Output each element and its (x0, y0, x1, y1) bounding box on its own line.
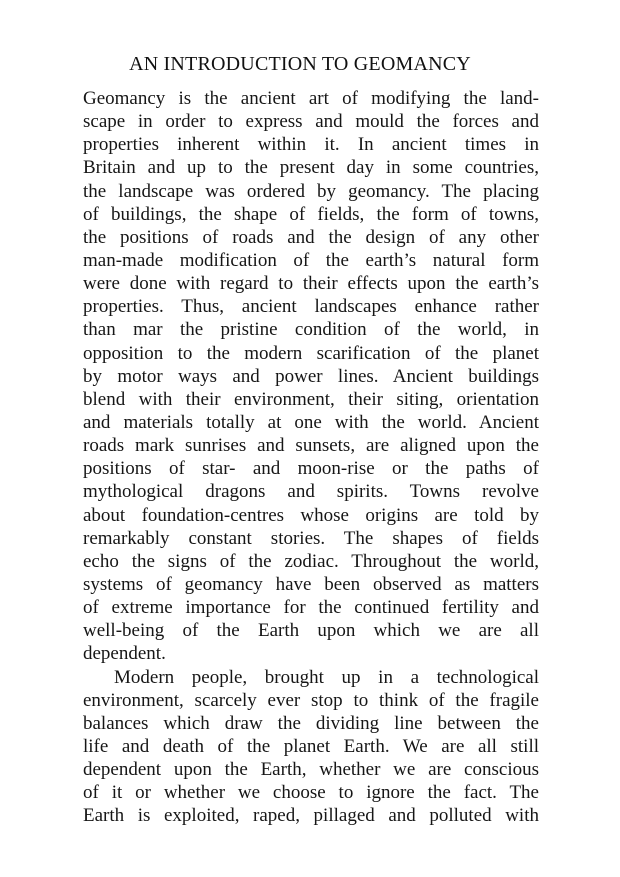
text-line: Britain and up to the present day in some countries, (83, 157, 539, 179)
text-line: mythological dragons and spirits. Towns revolve (83, 481, 539, 503)
text-line: man-made modification of the earth’s natural form (83, 249, 539, 271)
text-line: by motor ways and power lines. Ancient buildings (83, 365, 539, 387)
text-line: roads mark sunrises and sunsets, are aligned upon the (83, 435, 539, 457)
page-title: AN INTRODUCTION TO GEOMANCY (129, 53, 471, 75)
text-line: Earth is exploited, raped, pillaged and polluted with (83, 805, 539, 827)
text-line: systems of geomancy have been observed as matters (83, 573, 539, 595)
text-line: Modern people, brought up in a technological (114, 666, 539, 688)
text-line: the positions of roads and the design of any other (83, 226, 539, 248)
text-line: of it or whether we choose to ignore the fact. The (83, 782, 539, 804)
text-line: of buildings, the shape of fields, the form of towns, (83, 203, 539, 225)
text-line: environment, scarcely ever stop to think of the fragile (83, 689, 539, 711)
text-line: were done with regard to their effects upon the earth’s (83, 273, 539, 295)
text-line: balances which draw the dividing line between the (83, 712, 539, 734)
text-line: of extreme importance for the continued fertility and (83, 597, 539, 619)
text-line: and materials totally at one with the world. Ancient (83, 411, 539, 433)
text-line: Geomancy is the ancient art of modifying the land- (83, 88, 539, 109)
text-line: blend with their environment, their siting, orientation (83, 388, 539, 410)
paragraph-2 (83, 666, 539, 828)
text-line: properties. Thus, ancient landscapes enhance rather (83, 296, 539, 318)
paragraph-1 (83, 87, 539, 666)
text-line: dependent upon the Earth, whether we are conscious (83, 759, 539, 781)
text-line: the landscape was ordered by geomancy. The placing (83, 180, 539, 202)
text-line: echo the signs of the zodiac. Throughout the world, (83, 550, 539, 572)
text-line: about foundation-centres whose origins are told by (83, 504, 539, 526)
text-line: properties inherent within it. In ancient times in (83, 134, 539, 156)
text-line: life and death of the planet Earth. We are all still (83, 735, 539, 757)
text-line: opposition to the modern scarification of the planet (83, 342, 539, 364)
text-line: than mar the pristine condition of the world, in (83, 319, 539, 341)
body-text (83, 87, 539, 828)
text-line: positions of star- and moon-rise or the paths of (83, 458, 539, 480)
text-line: remarkably constant stories. The shapes of fields (83, 527, 539, 549)
text-line: dependent. (83, 643, 166, 665)
text-line: well-being of the Earth upon which we are all (83, 620, 539, 642)
text-line: scape in order to express and mould the forces and (83, 111, 539, 133)
